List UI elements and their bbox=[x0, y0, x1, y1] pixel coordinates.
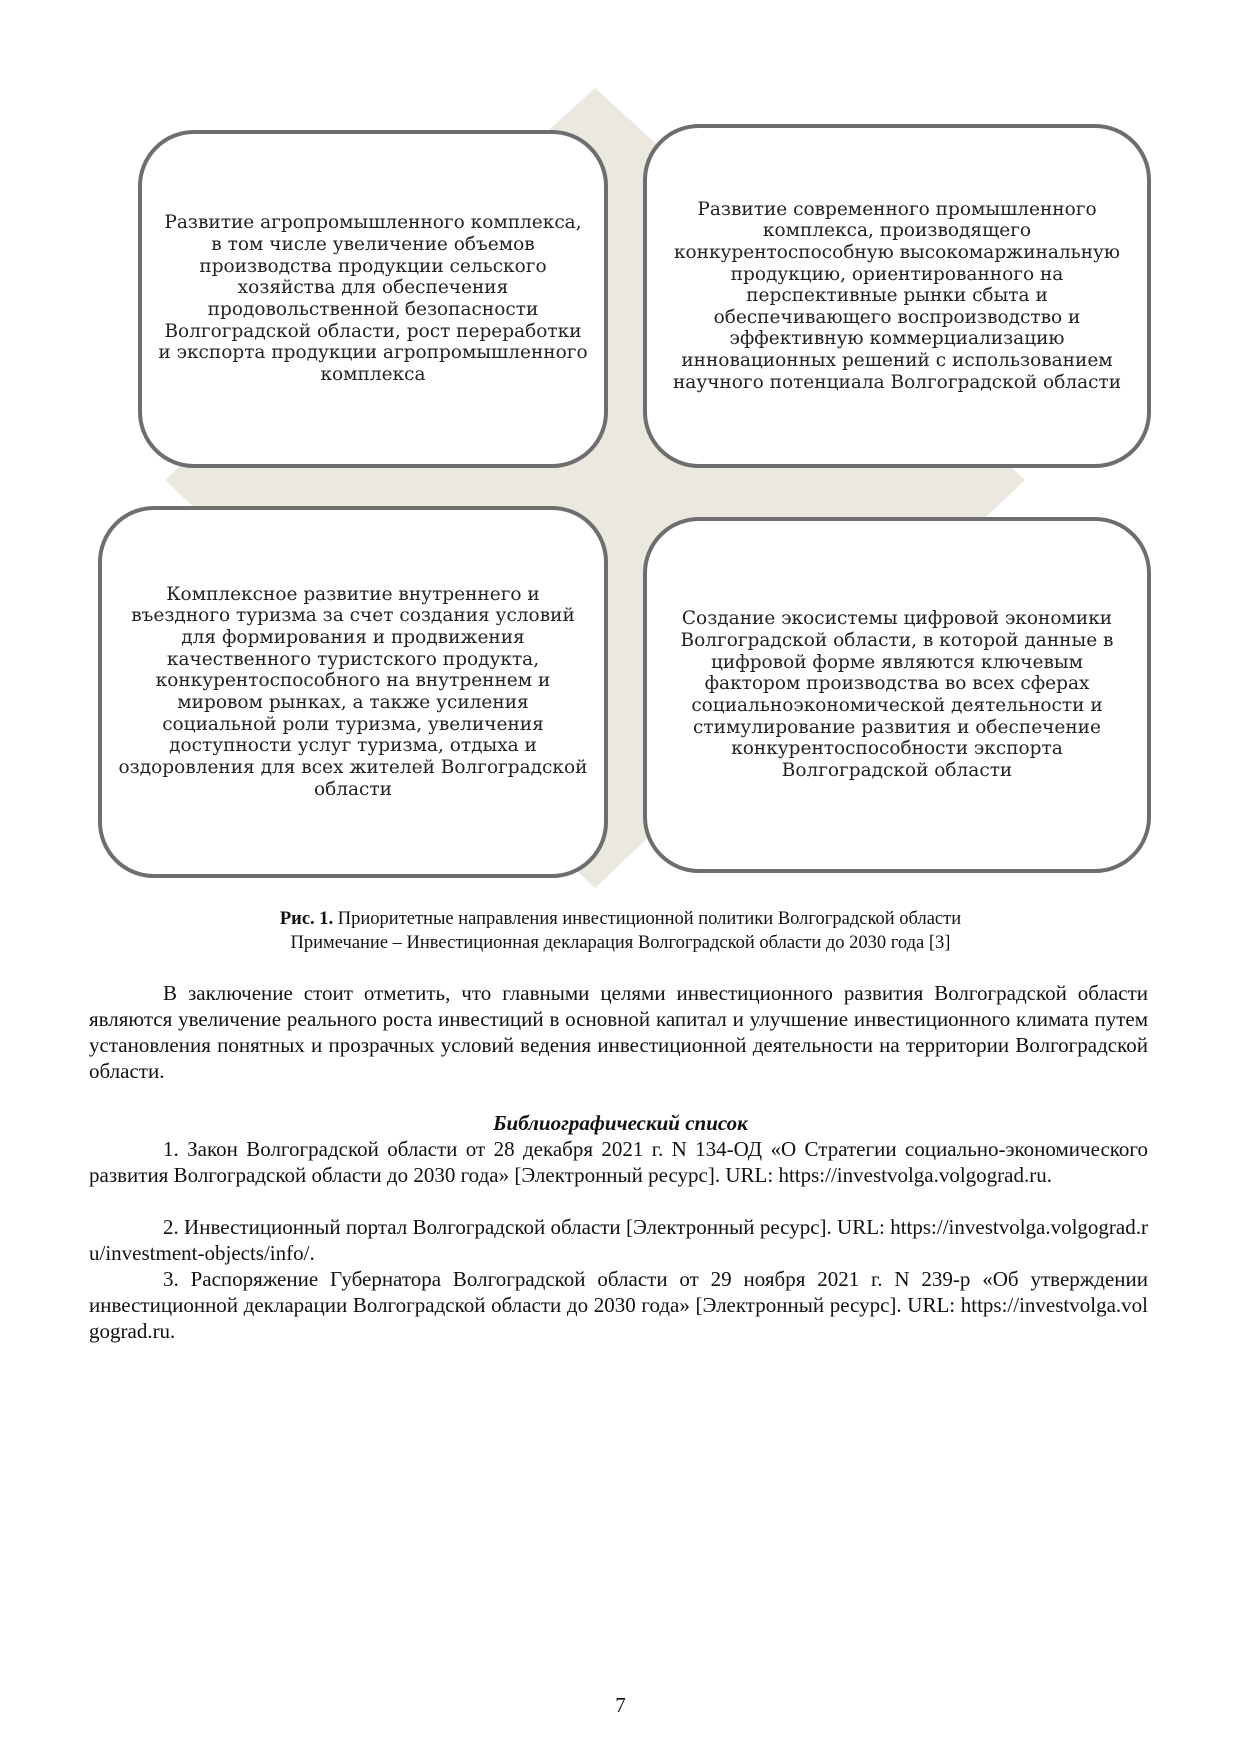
bibliography-item-url[interactable]: https://investvolga.volgograd.ru/investment-objects/info/. bbox=[89, 1215, 1148, 1265]
direction-text-tourism: Комплексное развитие внутреннего и въездного туризма за счет создания условий для формирования и продвижения качественного туристского продукта, конкурентоспособного на внутреннем и мировом рынках, а также усиления социальной роли туризма, увеличения доступности услуг туризма, отдыха и оздоровления для всех жителей Волгоградской области bbox=[118, 583, 588, 800]
bibliography-item-text: 3. Распоряжение Губернатора Волгоградской области от 29 ноября 2021 г. N 239-р «Об утверждении инвестиционной декларации Волгоградской области до 2030 года» [Электронный ресурс]. URL: bbox=[89, 1267, 1148, 1317]
bibliography-item-url[interactable]: https://investvolga.volgograd.ru. bbox=[778, 1163, 1052, 1187]
priority-directions-figure bbox=[95, 88, 1155, 888]
direction-box-agro bbox=[138, 130, 608, 468]
bibliography-item-text: 1. Закон Волгоградской области от 28 декабря 2021 г. N 134-ОД «О Стратегии социально-экономического развития Волгоградской области до 2030 года» [Электронный ресурс]. URL: bbox=[89, 1137, 1148, 1187]
bibliography-item bbox=[89, 1266, 1148, 1344]
bibliography-item-text: 2. Инвестиционный портал Волгоградской области [Электронный ресурс]. URL: bbox=[163, 1215, 891, 1239]
figure-caption bbox=[0, 907, 1241, 931]
direction-box-industry bbox=[643, 124, 1151, 468]
direction-text-agro: Развитие агропромышленного комплекса, в том числе увеличение объемов производства продукции сельского хозяйства для обеспечения продовольственной безопасности Волгоградской области, рост переработки и экспорта продукции агропромышленного комплекса bbox=[158, 212, 588, 385]
direction-box-digital bbox=[643, 517, 1151, 873]
figure-caption-label: Рис. 1. bbox=[279, 909, 334, 929]
conclusion-paragraph: В заключение стоит отметить, что главными целями инвестиционного развития Волгоградской области являются увеличение реального роста инвестиций в основной капитал и улучшение инвестиционного климата путем установления понятных и прозрачных условий ведения инвестиционной деятельности на территории Волгоградской области. bbox=[89, 981, 1148, 1083]
bibliography-title: Библиографический список bbox=[493, 1111, 748, 1135]
bibliography-item bbox=[89, 1214, 1148, 1266]
direction-text-digital: Создание экосистемы цифровой экономики Волгоградской области, в которой данные в цифровой форме являются ключевым фактором производства во всех сферах социальноэкономической деятельности и стимулирование развития и обеспечение конкурентоспособности экспорта Волгоградской области bbox=[680, 608, 1114, 781]
bibliography-item bbox=[89, 1136, 1148, 1188]
page-number: 7 bbox=[615, 1693, 626, 1717]
direction-text-industry: Развитие современного промышленного комплекса, производящего конкурентоспособную высокомаржинальную продукцию, ориентированного на перспективные рынки сбыта и обеспечивающего воспроизводство и эффективную коммерциализацию инновационных решений с использованием научного потенциала Волгоградской области bbox=[672, 198, 1122, 393]
direction-box-tourism bbox=[98, 506, 608, 878]
figure-caption-title: Приоритетные направления инвестиционной политики Волгоградской области bbox=[333, 909, 962, 929]
bibliography-item-url[interactable]: https://investvolga.volgograd.ru. bbox=[89, 1293, 1148, 1343]
figure-caption-note: Примечание – Инвестиционная декларация Волгоградской области до 2030 года [3] bbox=[290, 933, 951, 953]
